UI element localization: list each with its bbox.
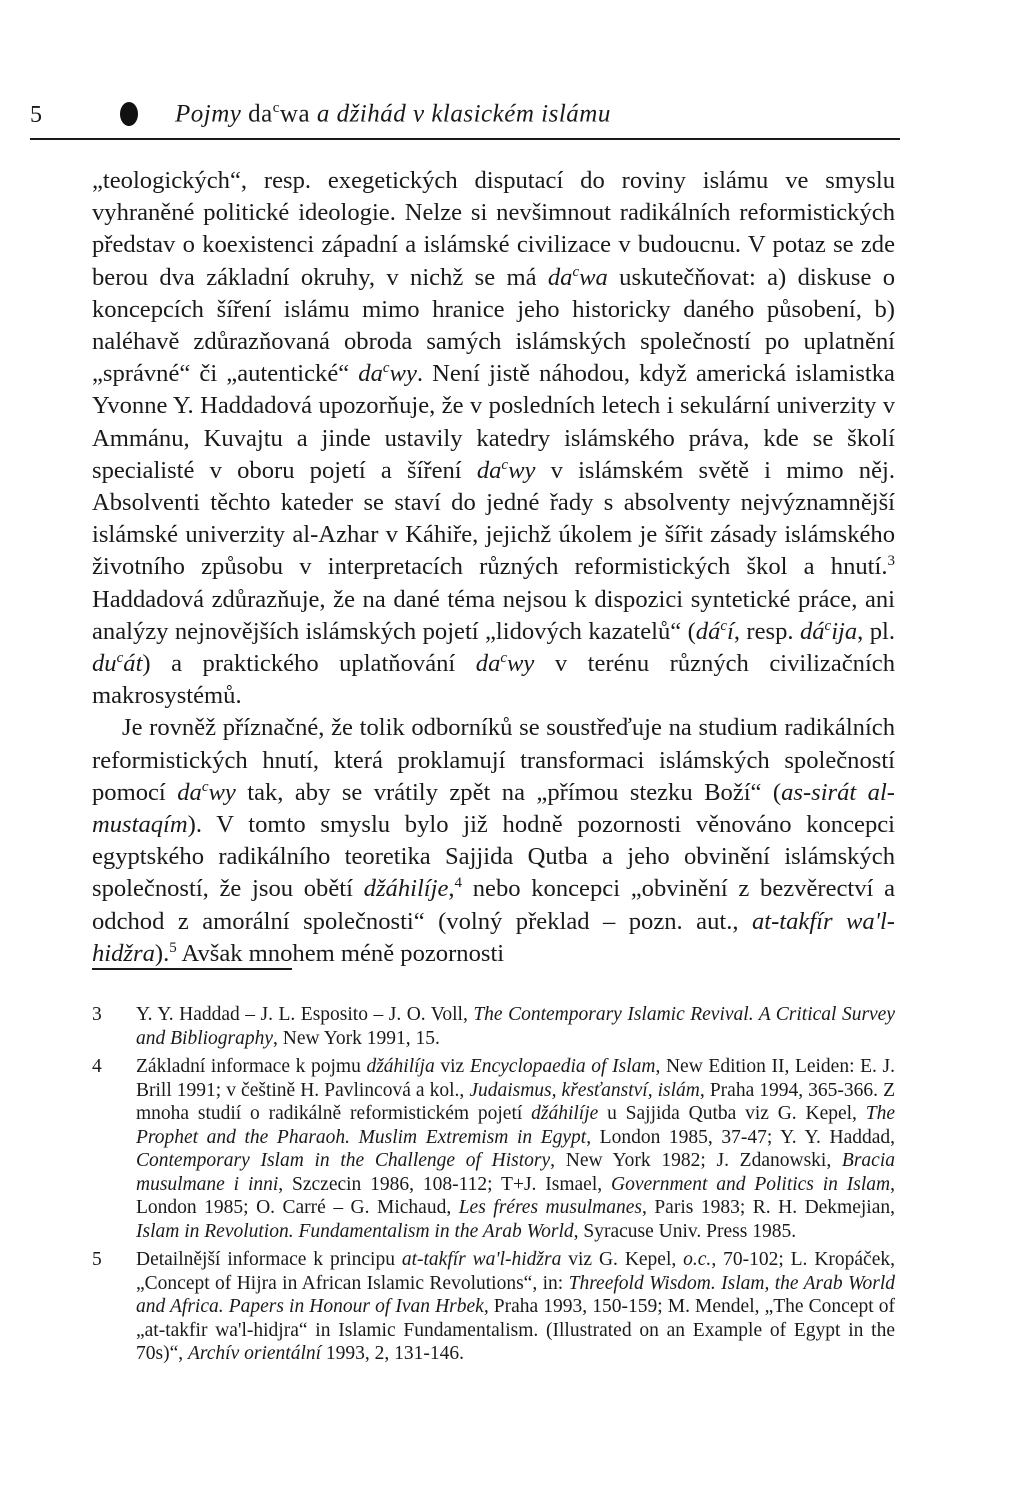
main-text <box>92 165 895 970</box>
running-header <box>30 98 900 140</box>
footnote-number: 4 <box>92 1056 102 1077</box>
footnote-divider <box>92 968 292 970</box>
footnote-ref-5[interactable]: 5 <box>169 939 177 956</box>
paragraph-1: „teologických“, resp. exegetických disputací do roviny islámu ve smyslu vyhraněné politické ideologie. Nelze si nevšimnout radikálních reformistických představ o koexistenci západní a islámské civilizace v budoucnu. V potaz se zde berou dva základní okruhy, v nichž se má $da^cwa$ uskutečňovat: a) diskuse o koncepcích šíření islámu mimo hranice jeho historicky daného působení, b) naléhavě zdůrazňovaná obroda samých islámských společností po uplatnění „správné“ či „autentické“ $da^cwy$. Není jistě náhodou, když americká islamistka Yvonne Y. Haddadová upozorňuje, že v posledních letech i sekulární univerzity v Ammánu, Kuvajtu a jinde ustavily katedry islámského práva, kde se školí specialisté v oboru pojetí a šíření $da^cwy$ v islámském světě i mimo něj. Absolventi těchto kateder se staví do jedné řady s absolventy nejvýznamnější islámské univerzity al-Azhar v Káhiře, jejichž úkolem je šířit zásady islámského životního způsobu v interpretacích různých reformistických škol a hnutí.$^3$ Haddadová zdůrazňuje, že na dané téma nejsou k dispozici syntetické práce, ani analýzy nejnovějších islámských pojetí „lidových kazatelů“ ($dá^cí$, resp. $dá^cija$, pl. $du^cát$) a praktického uplatňování $da^cwy$ v terénu různých civilizačních makrosystémů. <box>92 167 895 710</box>
footnote-number: 5 <box>92 1249 102 1270</box>
page-number: 5 <box>30 102 42 128</box>
footnote-ref-4[interactable]: 4 <box>454 875 463 892</box>
paragraph-2: Je rovněž příznačné, že tolik odborníků se soustřeďuje na studium radikálních reformistických hnutí, která proklamují transformaci islámských společností pomocí $da^cwy$ tak, aby se vrátily zpět na „přímou stezku Boží“ (as-sirát al-mustaqím). V tomto smyslu bylo již hodně pozornosti věnováno koncepci egyptského radikálního teoretika Sajjida Qutba a jeho obvinění islámských společností, že jsou obětí džáhilíje,$^4$ nebo koncepci „obvinění z bezvěrectví a odchod z amorální společnosti“ (volný překlad – pozn. aut., at-takfír wa'l-hidžra).$^5$ Avšak mnohem méně pozornosti <box>92 714 895 967</box>
footnote-5: 5 Detailnější informace k principu at-takfír wa'l-hidžra viz G. Kepel, o.c., 70-102; L. Kropáček, „Concept of Hijra in African Islamic Revolutions“, in: Threefold Wisdom. Islam, the Arab World and Africa. Papers in Honour of Ivan Hrbek, Praha 1993, 150-159; M. Mendel, „The Concept of „at-takfir wa'l-hidjra“ in Islamic Fundamentalism. (Illustrated on an Example of Egypt in the 70s)“, Archív orientální 1993, 2, 131-146. <box>92 1249 895 1364</box>
bullet-icon <box>120 102 138 126</box>
footnote-ref-3[interactable]: 3 <box>887 553 895 570</box>
running-title: Pojmy $da^cwa$ a džihád v klasickém islámu <box>175 100 611 128</box>
footnote-3: 3 Y. Y. Haddad – J. L. Esposito – J. O. Voll, The Contemporary Islamic Revival. A Critical Survey and Bibliography, New York 1991, 15. <box>92 1004 895 1049</box>
footnote-number: 3 <box>92 1004 102 1025</box>
footnote-4: 4 Základní informace k pojmu džáhilíja viz Encyclopaedia of Islam, New Edition II, Leiden: E. J. Brill 1991; v češtině H. Pavlincová a kol., Judaismus, křesťanství, islám, Praha 1994, 365-366. Z mnoha studií o radikálně reformistickém pojetí džáhilíje u Sajjida Qutba viz G. Kepel, The Prophet and the Pharaoh. Muslim Extremism in Egypt, London 1985, 37-47; Y. Y. Haddad, Contemporary Islam in the Challenge of History, New York 1982; J. Zdanowski, Bracia musulmane i inni, Szczecin 1986, 108-112; T+J. Ismael, Government and Politics in Islam, London 1985; O. Carré – G. Michaud, Les fréres musulmanes, Paris 1983; R. H. Dekmejian, Islam in Revolution. Fundamentalism in the Arab World, Syracuse Univ. Press 1985. <box>92 1056 896 1242</box>
footnotes <box>92 1003 895 1371</box>
